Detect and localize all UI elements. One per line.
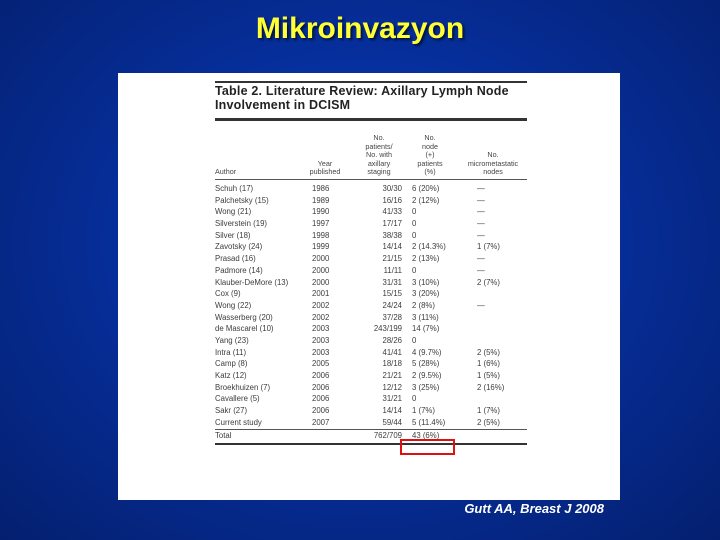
cell-micro: —: [477, 230, 485, 240]
cell-micro: 1 (6%): [477, 359, 500, 369]
slide-title: Mikroinvazyon: [255, 12, 465, 45]
cell-author: Wong (22): [215, 300, 252, 310]
cell-staging: 18/18: [382, 359, 402, 369]
cell-staging: 31/31: [382, 277, 402, 287]
cell-author: Padmore (14): [215, 265, 263, 275]
table-row: [215, 288, 527, 300]
total-node-positive: 43 (6%): [412, 431, 440, 441]
total-staging: 762/709: [373, 431, 402, 441]
cell-node: 0: [412, 265, 417, 275]
table-row: [215, 300, 527, 312]
table-row: [215, 358, 527, 370]
cell-micro: —: [477, 207, 485, 217]
cell-staging: 30/30: [382, 184, 402, 193]
header-year: Year published: [309, 158, 341, 177]
cell-staging: 11/11: [383, 265, 402, 275]
cell-year: 1999: [312, 242, 330, 252]
cell-year: 1997: [312, 219, 330, 229]
cell-micro: 2 (16%): [477, 382, 505, 392]
table-title-line-2: Involvement in DCISM: [215, 98, 351, 112]
cell-node: 2 (13%): [412, 254, 440, 264]
cell-node: 3 (11%): [412, 312, 439, 322]
cell-author: Palchetsky (15): [215, 195, 269, 205]
cell-staging: 41/33: [382, 207, 402, 217]
cell-micro: —: [477, 254, 485, 264]
table-row: [215, 382, 527, 394]
table-row: [215, 253, 527, 265]
cell-author: Camp (8): [215, 359, 248, 369]
table-row: [215, 417, 527, 429]
cell-node: 2 (8%): [412, 300, 435, 310]
header-staging: No. patients/ No. with axillary staging: [365, 133, 393, 177]
cell-staging: 14/14: [382, 242, 402, 252]
cell-staging: 38/38: [382, 230, 402, 240]
table-image: [118, 73, 620, 500]
cell-author: Broekhuizen (7): [215, 382, 271, 392]
cell-year: 2001: [312, 289, 330, 299]
cell-year: 1986: [312, 184, 330, 193]
cell-node: 0: [412, 335, 417, 345]
cell-staging: 17/17: [382, 219, 402, 229]
table-row: [215, 347, 527, 359]
table-row: [215, 206, 527, 218]
cell-author: Cox (9): [215, 289, 241, 299]
cell-year: 1989: [312, 195, 330, 205]
table-row: [215, 405, 527, 417]
cell-staging: 37/28: [382, 312, 402, 322]
cell-micro: 1 (5%): [477, 371, 500, 380]
cell-staging: 16/16: [382, 195, 402, 205]
cell-author: Cavallere (5): [215, 394, 260, 404]
cell-node: 5 (28%): [412, 359, 440, 369]
cell-year: 2006: [312, 394, 330, 404]
cell-node: 2 (14.3%): [412, 242, 446, 252]
cell-year: 2000: [312, 265, 330, 275]
table-row: [215, 241, 527, 253]
cell-staging: 31/21: [382, 394, 402, 404]
cell-year: 2007: [312, 417, 330, 427]
table-header: [215, 121, 527, 179]
cell-staging: 12/12: [382, 382, 402, 392]
table-row: [215, 218, 527, 230]
cell-staging: 59/44: [382, 417, 402, 427]
cell-year: 2003: [312, 347, 330, 357]
cell-node: 3 (10%): [412, 277, 440, 287]
cell-micro: 2 (7%): [477, 277, 500, 287]
table-body: [215, 180, 527, 428]
cell-micro: 2 (5%): [477, 417, 500, 427]
cell-node: 1 (7%): [412, 406, 435, 416]
cell-micro: 1 (7%): [477, 406, 500, 416]
cell-micro: —: [477, 195, 485, 205]
table-row: [215, 370, 527, 382]
table-row: [215, 312, 527, 324]
cell-author: Katz (12): [215, 371, 247, 380]
cell-staging: 15/15: [382, 289, 402, 299]
cell-author: Prasad (16): [215, 254, 256, 264]
cell-staging: 21/15: [382, 254, 402, 264]
table-title: [215, 81, 527, 112]
cell-author: Silver (18): [215, 230, 251, 240]
cell-node: 2 (9.5%): [412, 371, 442, 380]
cell-micro: 2 (5%): [477, 347, 500, 357]
cell-author: Wong (21): [215, 207, 252, 217]
table-title-line-1: Table 2. Literature Review: Axillary Lymph Node: [215, 84, 509, 98]
cell-author: de Mascarel (10): [215, 324, 274, 334]
cell-node: 5 (11.4%): [412, 417, 446, 427]
table-row: [215, 323, 527, 335]
cell-micro: 1 (7%): [477, 242, 500, 252]
cell-node: 0: [412, 219, 417, 229]
cell-node: 0: [412, 394, 417, 404]
cell-year: 2003: [312, 335, 330, 345]
table-row: [215, 265, 527, 277]
cell-year: 2002: [312, 312, 330, 322]
header-node-positive: No. node (+) patients (%): [417, 133, 443, 177]
table-row-total: [215, 429, 527, 442]
table-row: [215, 393, 527, 405]
cell-node: 0: [412, 207, 417, 217]
cell-author: Silverstein (19): [215, 219, 267, 229]
cell-year: 2006: [312, 382, 330, 392]
cell-year: 2003: [312, 324, 330, 334]
cell-year: 2006: [312, 406, 330, 416]
cell-staging: 24/24: [382, 300, 402, 310]
table-row: [215, 183, 527, 195]
cell-staging: 21/21: [382, 371, 402, 380]
table-row: [215, 277, 527, 289]
cell-node: 3 (20%): [412, 289, 440, 299]
cell-micro: —: [477, 300, 485, 310]
cell-author: Zavotsky (24): [215, 242, 263, 252]
cell-staging: 41/41: [382, 347, 402, 357]
cell-staging: 243/199: [373, 324, 402, 334]
cell-author: Schuh (17): [215, 184, 254, 193]
cell-node: 2 (12%): [412, 195, 440, 205]
cell-micro: —: [477, 265, 485, 275]
cell-node: 4 (9.7%): [412, 347, 442, 357]
cell-year: 1990: [312, 207, 330, 217]
cell-node: 0: [412, 230, 417, 240]
cell-author: Sakr (27): [215, 406, 248, 416]
cell-staging: 28/26: [382, 335, 402, 345]
cell-year: 1998: [312, 230, 330, 240]
cell-year: 2005: [312, 359, 330, 369]
cell-year: 2006: [312, 371, 330, 380]
header-author: Author: [215, 167, 237, 177]
table-row: [215, 335, 527, 347]
cell-staging: 14/14: [382, 406, 402, 416]
cell-author: Current study: [215, 417, 262, 427]
total-highlight-box: [400, 439, 455, 455]
table-row: [215, 230, 527, 242]
table-bottom-rule: [215, 443, 527, 445]
total-label: Total: [215, 431, 232, 441]
cell-year: 2002: [312, 300, 330, 310]
cell-year: 2000: [312, 277, 330, 287]
citation: Gutt AA, Breast J 2008: [464, 501, 604, 516]
cell-author: Yang (23): [215, 335, 249, 345]
cell-author: Klauber-DeMore (13): [215, 277, 289, 287]
cell-micro: —: [477, 219, 485, 229]
table-row: [215, 195, 527, 207]
literature-review-table: [215, 81, 527, 445]
cell-author: Intra (11): [215, 347, 247, 357]
header-micrometastatic: No. micrometastatic nodes: [467, 150, 519, 177]
cell-year: 2000: [312, 254, 330, 264]
cell-node: 6 (20%): [412, 184, 440, 193]
cell-micro: —: [477, 184, 485, 193]
cell-author: Wasserberg (20): [215, 312, 273, 322]
cell-node: 14 (7%): [412, 324, 440, 334]
cell-node: 3 (25%): [412, 382, 440, 392]
